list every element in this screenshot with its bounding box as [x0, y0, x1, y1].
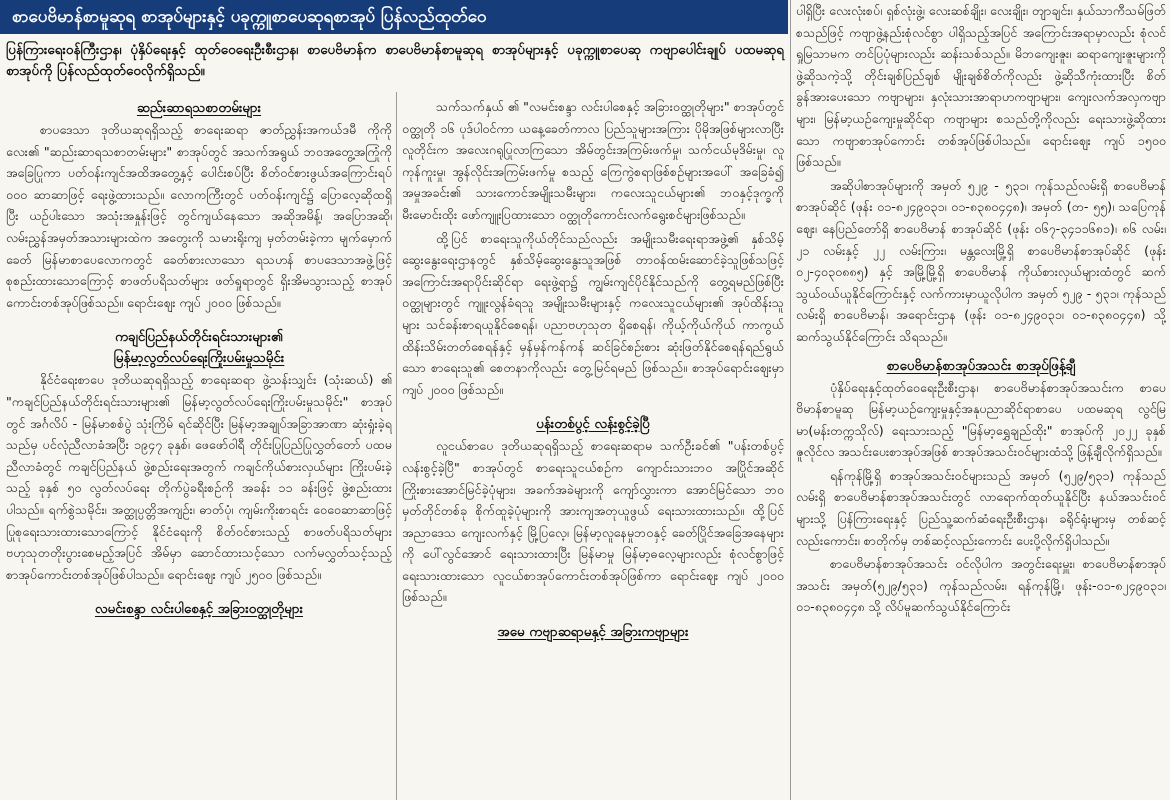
article-paragraph: ရန်ကုန်မြို့ရှိ စာအုပ်အသင်းဝင်များသည် အမှတ် (၅၂၉/၅၃၁) ကုန်သည်လမ်းရှိ စာပေဗိမာန်စာအုပ်အသင်းတွင် လာရောက်ထုတ်ယူနိုင်ပြီး နယ်အသင်းဝင်များသို့ ပြန်ကြားရေးနှင့် ပြည်သူ့ဆက်ဆံရေးဦးစီးဌာန၊ ခရိုင်ရုံးများမှ တစ်ဆင့်လည်းကောင်း၊ စာတိုက်မှ တစ်ဆင့်လည်းကောင်း ပေးပို့လိုက်ရှိပါသည်။ [796, 467, 1166, 548]
column-divider [396, 92, 397, 800]
article-column-right [796, 0, 1166, 800]
section-heading: ပန်းတစ်ပွင့် လန်းစွင့်ခဲ့ပြီ [536, 417, 650, 433]
column-divider [790, 0, 791, 800]
article-paragraph: နိုင်ငံရေးစာပေ ဒုတိယဆုရရှိသည့် စာရေးဆရာ ဖွဲ့သန်းသျှင်း (သုံးဆယ်) ၏ "ကချင်ပြည်နယ်တိုင်းရင်းသားများ၏ မြန်မာ့လွတ်လပ်ရေးကြိုးပမ်းမှုသမိုင်း" စာအုပ်တွင် အင်္ဂလိပ် - မြန်မာစစ်ပွဲ သုံးကြိမ် ရင်ဆိုင်ပြီး မြန်မာ့အချုပ်အခြာအာဏာ ဆုံးရှုံးခဲ့ရသည်မှ ပင်လုံညီလာခံအပြီး ၁၉၄၇ ခုနှစ်၊ ဖေဖော်ဝါရီ တိုင်းပြုပြည်ပြုလွှတ်တော် ပထမညီလာခံတွင် ကချင်ပြည်နယ် ဖွဲ့စည်းရေးအတွက် ကချင်ကိုယ်စားလှယ်များ ကြိုးပမ်းခဲ့သည့် ခုနှစ် ၅၀ လွတ်လပ်ရေး တိုက်ပွဲခရီးစဉ်ကို အခန်း ၁၁ ခန်းဖြင့် ဖွဲ့စည်းထားပါသည်။ ရက်စွဲသမိုင်း၊ အတ္ထုပ္ပတ္တိအကျဉ်း၊ ဓာတ်ပုံ၊ ကျမ်းကိုးစာရင်း ဝေဝေဆာဆာဖြင့် ပြုစုရေးသားထားသောကြောင့် နိုင်ငံရေးကို စိတ်ဝင်စားသည့် စာဖတ်ပရိသတ်များ ဗဟုသုတတိုးပွားစေမည့်အပြင် အိမ်မှာ ဆောင်ထားသင့်သော လက်မလွှတ်သင့်သည့် စာအုပ်ကောင်းတစ်အုပ်ဖြစ်ပါသည်။ ရောင်းဈေး ကျပ် ၂၅၀၀ ဖြစ်သည်။ [6, 372, 392, 582]
headline-banner [0, 0, 788, 34]
headline-title: စာပေဗိမာန်စာမူဆုရ စာအုပ်များနှင့် ပခုက္ကူစာပေဆုရစာအုပ် ပြန်လည်ထုတ်ဝေ [12, 7, 487, 27]
article-paragraph: စာပေဗိမာန်စာအုပ်အသင်း ဝင်လိုပါက အတွင်းရေးမှူး၊ စာပေဗိမာန်စာအုပ်အသင်း အမှတ်(၅၂၉/၅၃၁) ကုန်သည်လမ်း၊ ရန်ကုန်မြို့၊ ဖုန်း-၀၁-၈၂၄၉၀၃၁၊ ၀၁-၈၃၈၀၄၄၈ သို့ လိပ်မူဆက်သွယ်နိုင်ကြောင်း [796, 556, 1166, 615]
section-heading: အမေ ကဗျာဆရာမနှင့် အခြားကဗျာများ [497, 625, 689, 641]
article-paragraph: စာပဒေသာ ဒုတိယဆုရရှိသည့် စာရေးဆရာ ဇာတ်ညွှန်းအကယ်ဒမီ ကိုကိုလေး၏ "ဆည်းဆာရသစာတမ်းများ" စာအုပ်တွင် အသက်အရွယ် ဘဝအတွေ့အကြုံကို အခြေပြုကာ ပတ်ဝန်းကျင်အထိအတွေ့နှင့် ပေါင်းစပ်ပြီး စိတ်ဝင်စားဖွယ်အကြောင်းရပ်ဝ၀ဝ ဆာဆာဖြင့် ရေးဖွဲ့ထားသည်။ လောကကြီးတွင် ပတ်ဝန်းကျင်၌ ပြောလေ့ဆိုထရှိပြီး ယဉ်ပါးသော အသုံးအနှုန်းဖြင့် တွင်ကျယ်နေသော အဆိုအမိန့်၊ အပြောအဆို၊ လမ်းညွှန်အမှတ်အသားများထဲက အတွေးကို သမားရိုးကျ မှတ်တမ်းခဲ့ကာ မျက်မှောက်ခေတ် မြန်မာစာပေလောကတွင် ခေတ်စားလာသော ရသဟန် စာပဒေသာအဖွဲ့ဖြင့် စုစည်းထားသောကြောင့် စာဖတ်ပရိသတ်များ ဖတ်ရှုရာတွင် ရှိးအိမသွားသည့် စာအုပ်ကောင်းတစ်အုပ်ဖြစ်သည်။ ရောင်းဈေး ကျပ် ၂၀၀၀ ဖြစ်သည်။ [6, 122, 392, 310]
section-heading: မြန်မာ့လွတ်လပ်ရေးကြိုးပမ်းမှုသမိုင်း [113, 351, 285, 367]
article-paragraph: ပါရှိပြီး လေးလုံးစပ်၊ ရှစ်လုံးဖွဲ့၊ လေးဆစ်ချိုး၊ လေးချိုး၊ တျာချင်း၊ နှယ်သာကီသမ်ဖြတ် စသည်ဖြင့် ကဗျာဖွဲ့နည်းစုံလင်စွာ ပါရှိသည့်အပြင် အကြောင်းအရာမှာလည်း စုံလင်ရှုမြသာမက တင်ပြပုံများလည်း ဆန်းသစ်သည်။ မိဘကျေးဇူး၊ ဆရာကျေးဇူးများကို ဖွဲ့ဆိုသကဲ့သို့ တိုင်းချစ်ပြည်ချစ် မျိုးချစ်စိတ်ကိုလည်း ဖွဲ့ဆိုသီကုံးထားပြီး စိတ်ခွန်အားပေးသော ကဗျာများ၊ နှလုံးသားအာရာဟကဗျာများ၊ ကျေးလက်အလှကဗျာများ၊ မြန်မာ့ယဉ်ကျေးမှုဆိုင်ရာ ကဗျာများ စသည်တို့ကိုလည်း ရေးသားဖွဲ့ဆိုထားသော ကဗျာစာအုပ်ကောင်း တစ်အုပ်ဖြစ်ပါသည်။ ရောင်းဈေး ကျပ် ၁၅၀၀ ဖြစ်သည်။ [796, 3, 1166, 170]
lead-paragraph: ပြန်ကြားရေးဝန်ကြီးဌာန၊ ပုံနှိပ်ရေးနှင့် ထုတ်ဝေရေးဦးစီးဌာန၊ စာပေဗိမာန်က စာပေဗိမာန်စာမူဆုရ စာအုပ်များနှင့် ပခုက္ကူစာပေဆု ကဗျာပေါင်းချုပ် ပထမဆုရစာအုပ်ကို ပြန်လည်ထုတ်ဝေလိုက်ရှိသည်။ [6, 42, 784, 79]
article-paragraph: သက်သက်နှယ် ၏ "လမင်းစန္ဒာ လင်းပါစေနှင့် အခြားဝတ္ထုတိုများ" စာအုပ်တွင် ဝတ္ထုတို ၁၆ ပုဒ်ပါဝင်ကာ ယနေ့ခေတ်ကာလ ပြည်သူများအကြား ပိုမိုအဖြစ်များလာပြီး လူတိုင်းက အလေးဂရုပြုလာကြသော အိမ်တွင်းအကြမ်းဖက်မှု၊ သက်ငယ်မုဒိမ်းမှု၊ လူကုန်ကူးမှု၊ အွန်လိုင်းအကြမ်းဖက်မှု စသည့် ကြေကွဲစရာဖြစ်စဉ်များအပေါ် အခြေခံ၍ အမှုအခင်း၏ သားကောင်အမျိုးသမီးများ၊ ကလေးသူငယ်များ၏ ဘဝနှင့်ဒုက္ခကို မီးမောင်းထိုး ဖော်ကျူးပြထားသော ဝတ္ထုတိုကောင်းလက်ရွေးစင်များဖြစ်သည်။ [402, 99, 784, 222]
section-heading: ကချင်ပြည်နယ်တိုင်းရင်းသားများ၏ [115, 330, 283, 346]
article-paragraph: လူငယ်စာပေ ဒုတိယဆုရရှိသည့် စာရေးဆရာမ သက်ဦးခင်၏ "ပန်းတစ်ပွင့် လန်းစွင့်ခဲ့ပြီ" စာအုပ်တွင် စာရေးသူငယ်စဉ်က ကျောင်းသားဘဝ အပြိုင်အဆိုင် ကြိုးစားအောင်မြင်ခဲ့ပုံများ၊ အခက်အခဲများကို ကျော်လွှားကာ အောင်မြင်သော ဘဝမှတ်တိုင်တစ်ခု စိုက်ထူခဲ့ပုံများကို အားကျအတုယူဖွယ် ရေးသားထားသည်။ ထို့ပြင် အညာဒေသ ကျေးလက်နှင့် မြို့ပြလေ့၊ မြန်မာ့လူနေမှုဘဝနှင့် ခေတ်ပြိုင်အခြေအနေများကို ပေါ်လွင်အောင် ရေးသားထားပြီး မြန်မာမှု မြန်မာ့ဓလေ့များလည်း စုံလင်စွာဖြင့်ရေးသားထားသော လူငယ်စာအုပ်ကောင်းတစ်အုပ်ဖြစ်ကာ ရောင်းဈေး ကျပ် ၂၀၀၀ ဖြစ်သည်။ [402, 438, 784, 605]
section-heading: ဆည်းဆာရသစာတမ်းများ [136, 101, 262, 116]
article-paragraph: ပုံနှိပ်ရေးနှင့်ထုတ်ဝေရေးဦးစီးဌာန၊ စာပေဗိမာန်စာအုပ်အသင်းက စာပေဗိမာန်စာမူဆု မြန်မာ့ယဉ်ကျေးမှုနှင့်အနုပညာဆိုင်ရာစာပေ ပထမဆုရ လွင်မြမာ(မန်းတက္ကသိုလ်) ရေးသားသည့် "မြန်မာ့ရွှေချည်ထိုး" စာအုပ်ကို ၂၀၂၂ ခုနှစ် ဇူလိုင်လ အသင်းပေးစာအုပ်အဖြစ် စာအုပ်အသင်းဝင်များထံသို့ ဖြန့်ချီလိုက်ရှိသည်။ [796, 379, 1166, 460]
section-heading: လမင်းစန္ဒာ လင်းပါစေနှင့် အခြားဝတ္ထုတိုများ [95, 602, 303, 618]
article-column-left [6, 96, 392, 800]
article-column-middle [402, 96, 784, 800]
article-paragraph: ထို့ပြင် စာရေးသူကိုယ်တိုင်သည်လည်း အမျိုးသမီးရေးရာအဖွဲ့၏ နှစ်သိမ့်ဆွေးနွေးရေးဌာနတွင် နှစ်သိမ့်ဆွေးနွေးသူအဖြစ် တာဝန်ထမ်းဆောင်ခဲ့သူဖြစ်သဖြင့် အကြောင်းအရာပိုင်းဆိုင်ရာ ရေးဖွဲ့ရာ၌ ကျွမ်းကျင်ပိုင်နိုင်သည်ကို တွေ့ရမည်ဖြစ်ပြီး ဝတ္ထုများတွင် ကျူးလွန်ခံရသူ အမျိုးသမီးများနှင့် ကလေးသူငယ်များ၏ အုပ်ထိန်းသူများ သင်ခန်းစာရယူနိုင်စေရန်၊ ပညာဗဟုသုတ ရှိစေရန်၊ ကိုယ့်ကိုယ်ကိုယ် ကာကွယ်ထိန်းသိမ်းတတ်စေရန်နှင့် မှန်မှန်ကန်ကန် ဆင်ခြင်စဉ်းစား ဆုံးဖြတ်နိုင်စေရန်ရည်ရွယ်သော စာရေးသူ၏ စေတနာကိုလည်း တွေ့မြင်ရမည် ဖြစ်သည်။ စာအုပ်ရောင်းဈေးမှာ ကျပ် ၂၀၀၀ ဖြစ်သည်။ [402, 230, 784, 397]
article-paragraph: အဆိုပါစာအုပ်များကို အမှတ် ၅၂၉ - ၅၃၁၊ ကုန်သည်လမ်းရှိ စာပေဗိမာန် စာအုပ်ဆိုင် (ဖုန်း ၀၁-၈၂၄၉၀၃၁၊ ၀၁-၈၃၈၀၄၄၈)၊ အမှတ် (တ- ၅၅)၊ သပြေကုန်ဈေး၊ နေပြည်တော်ရှိ စာပေဗိမာန် စာအုပ်ဆိုင် (ဖုန်း ၀၆၇-၃၄၁၁၆၈၁)၊ ၈၆ လမ်း၊ ၂၁ လမ်းနှင့် ၂၂ လမ်းကြား၊ မန္တလေးမြို့ရှိ စာပေဗိမာန်စာအုပ်ဆိုင် (ဖုန်း ၀၂-၄၀၃၀၈၈၅) နှင့် အမြို့မြို့ရှိ စာပေဗိမာန် ကိုယ်စားလှယ်များထံတွင် ဆက်သွယ်ဝယ်ယူနိုင်ကြောင်းနှင့် လက်ကားမှာယူလိုပါက အမှတ် ၅၂၉ - ၅၃၁၊ ကုန်သည်လမ်းရှိ စာပေဗိမာန်၊ အရောင်းဌာန (ဖုန်း ၀၁-၈၂၄၉၀၃၁၊ ၀၁-၈၃၈၀၄၄၈) သို့ ဆက်သွယ်နိုင်ကြောင်း သိရသည်။ [796, 177, 1166, 344]
section-heading: စာပေဗိမာန်စာအုပ်အသင်း စာအုပ်ဖြန့်ချီ [886, 358, 1076, 374]
